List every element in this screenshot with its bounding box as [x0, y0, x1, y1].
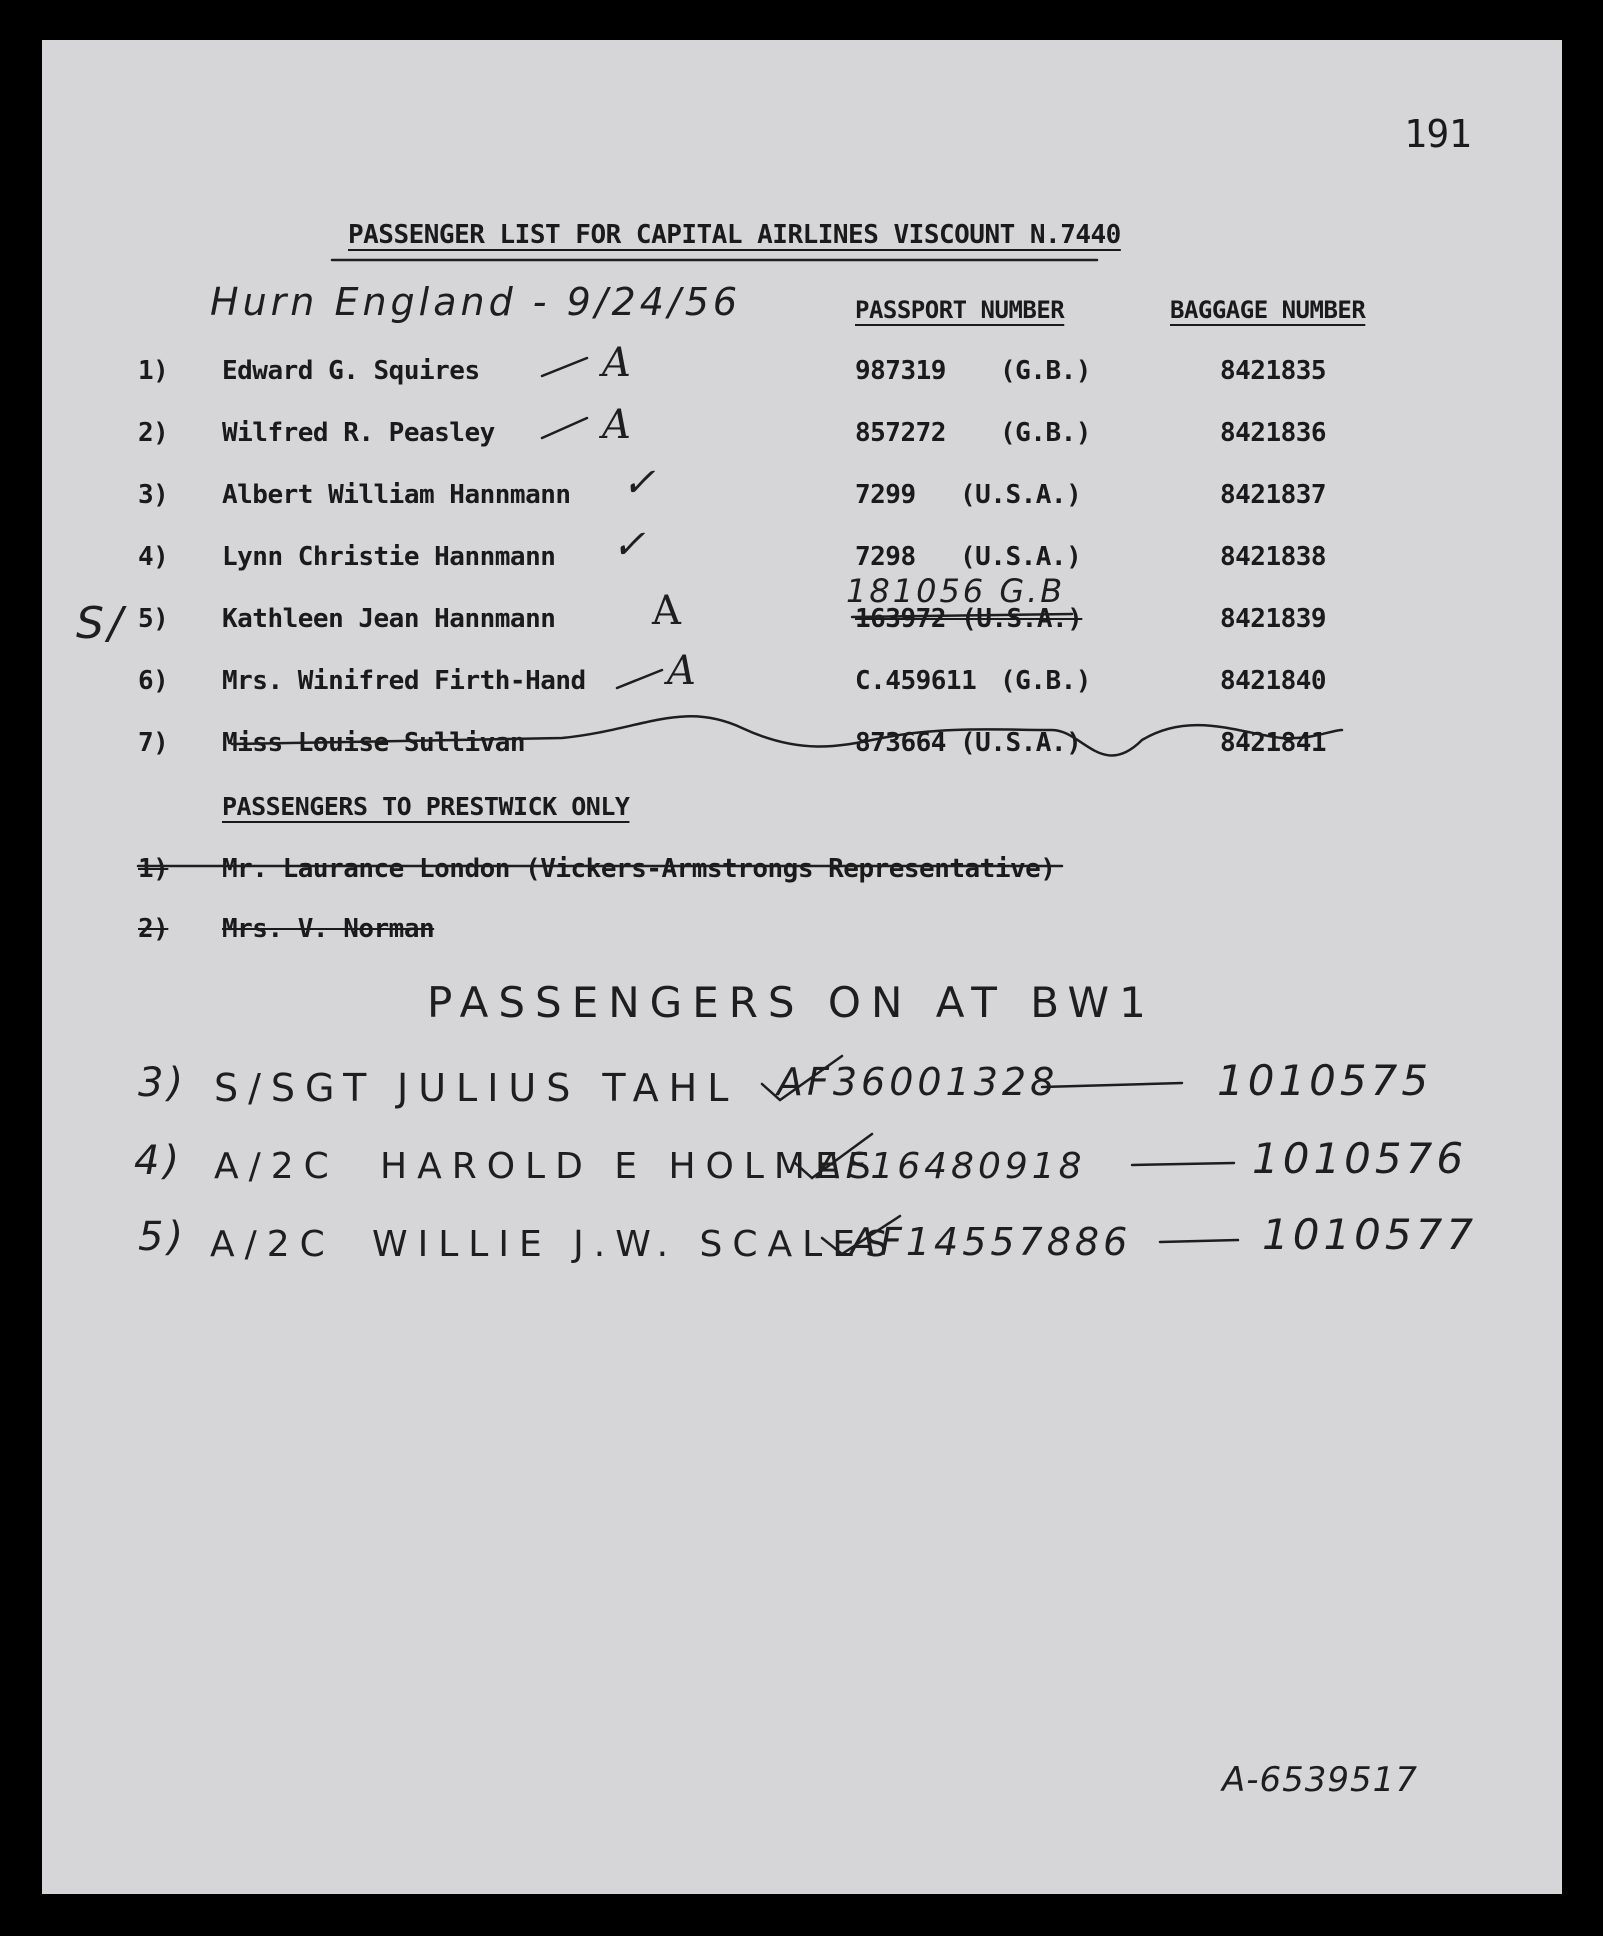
handwritten-mark: A — [652, 588, 685, 634]
serviceman-name: WILLIE J.W. SCALES — [372, 1224, 898, 1265]
baggage-number: 1010575 — [1217, 1056, 1433, 1105]
check-stroke — [617, 670, 662, 688]
baggage-number: 8421836 — [1220, 418, 1327, 448]
passenger-name: Kathleen Jean Hannmann — [222, 604, 556, 634]
page-number: 191 — [1404, 112, 1472, 156]
passport-country: (U.S.A.) — [960, 728, 1082, 758]
passport-number: 7299 — [855, 480, 916, 510]
row-number: 4) — [138, 542, 169, 572]
ink-strokes — [42, 40, 1562, 1894]
prestwick-passenger: Mrs. V. Norman — [222, 914, 435, 944]
leader-dash — [1042, 1083, 1182, 1087]
baggage-number: 8421839 — [1220, 604, 1327, 634]
passport-number: 857272 — [855, 418, 946, 448]
baggage-number: 8421841 — [1220, 728, 1327, 758]
passport-country: (U.S.A.) — [960, 480, 1082, 510]
document-page — [42, 40, 1562, 1894]
check-stroke — [542, 358, 587, 376]
row-number: 3) — [138, 1060, 188, 1106]
column-header-baggage: BAGGAGE NUMBER — [1170, 296, 1366, 324]
section-heading-bw1: PASSENGERS ON AT BW1 — [427, 978, 1156, 1027]
passport-number: 873664 — [855, 728, 946, 758]
tick-mark — [794, 1134, 872, 1178]
rank: A/2C — [210, 1224, 335, 1265]
af-number: AF36001328 — [777, 1060, 1059, 1104]
serviceman-name: JULIUS TAHL — [397, 1066, 739, 1110]
passport-number-struck: 163972 (U.S.A.) — [855, 604, 1083, 634]
tick-mark — [762, 1056, 842, 1100]
row-strike-wave — [232, 716, 1342, 755]
handwritten-mark: ✓ — [612, 522, 650, 568]
handwritten-mark: A — [602, 402, 635, 448]
row-number: 6) — [138, 666, 169, 696]
section-heading-prestwick: PASSENGERS TO PRESTWICK ONLY — [222, 792, 630, 821]
handwritten-mark: A — [602, 340, 635, 386]
handwritten-location-date: Hurn England - 9/24/56 — [210, 280, 742, 324]
footer-handwritten-note: A-6539517 — [1222, 1760, 1418, 1800]
leader-dash — [1160, 1240, 1238, 1242]
row-number: 4) — [134, 1138, 184, 1184]
passenger-name: Mrs. Winifred Firth-Hand — [222, 666, 586, 696]
margin-note: S/ — [76, 598, 127, 649]
af-number: AF14557886 — [850, 1220, 1132, 1264]
row-number: 5) — [138, 604, 169, 634]
leader-dash — [1132, 1163, 1234, 1165]
baggage-number: 8421840 — [1220, 666, 1327, 696]
row-number: 2) — [138, 914, 169, 944]
document-title: PASSENGER LIST FOR CAPITAL AIRLINES VISCOUNT N.7440 — [348, 220, 1121, 250]
rank: S/SGT — [214, 1066, 377, 1110]
passenger-name: Albert William Hannmann — [222, 480, 571, 510]
baggage-number: 1010576 — [1252, 1134, 1468, 1183]
passenger-name: Wilfred R. Peasley — [222, 418, 495, 448]
handwritten-mark: A — [667, 648, 700, 694]
baggage-number: 1010577 — [1262, 1210, 1478, 1259]
af-number: AF16480918 — [817, 1146, 1086, 1187]
baggage-number: 8421835 — [1220, 356, 1327, 386]
passenger-name: Lynn Christie Hannmann — [222, 542, 556, 572]
check-stroke — [542, 418, 587, 438]
passenger-name: Miss Louise Sullivan — [222, 728, 526, 758]
passport-country: (G.B.) — [1000, 418, 1091, 448]
passport-number: 7298 — [855, 542, 916, 572]
baggage-number: 8421838 — [1220, 542, 1327, 572]
row-number: 7) — [138, 728, 169, 758]
handwritten-mark: ✓ — [622, 460, 660, 506]
passenger-name: Edward G. Squires — [222, 356, 480, 386]
row-number: 3) — [138, 480, 169, 510]
serviceman-name: HAROLD E HOLMES — [380, 1146, 881, 1187]
passport-country: (U.S.A.) — [960, 542, 1082, 572]
passport-correction: 181056 G.B — [846, 572, 1066, 610]
passport-strike — [852, 614, 1072, 617]
tick-mark — [822, 1216, 900, 1254]
row-number: 5) — [138, 1214, 188, 1260]
row-number: 2) — [138, 418, 169, 448]
baggage-number: 8421837 — [1220, 480, 1327, 510]
row-number: 1) — [138, 356, 169, 386]
passport-number: 987319 — [855, 356, 946, 386]
prestwick-passenger: Mr. Laurance London (Vickers-Armstrongs Representative) — [222, 854, 1056, 884]
row-number: 1) — [138, 854, 169, 884]
passport-country: (G.B.) — [1000, 666, 1091, 696]
column-header-passport: PASSPORT NUMBER — [855, 296, 1065, 324]
passport-country: (G.B.) — [1000, 356, 1091, 386]
rank: A/2C — [214, 1146, 339, 1187]
passport-number: C.459611 — [855, 666, 977, 696]
